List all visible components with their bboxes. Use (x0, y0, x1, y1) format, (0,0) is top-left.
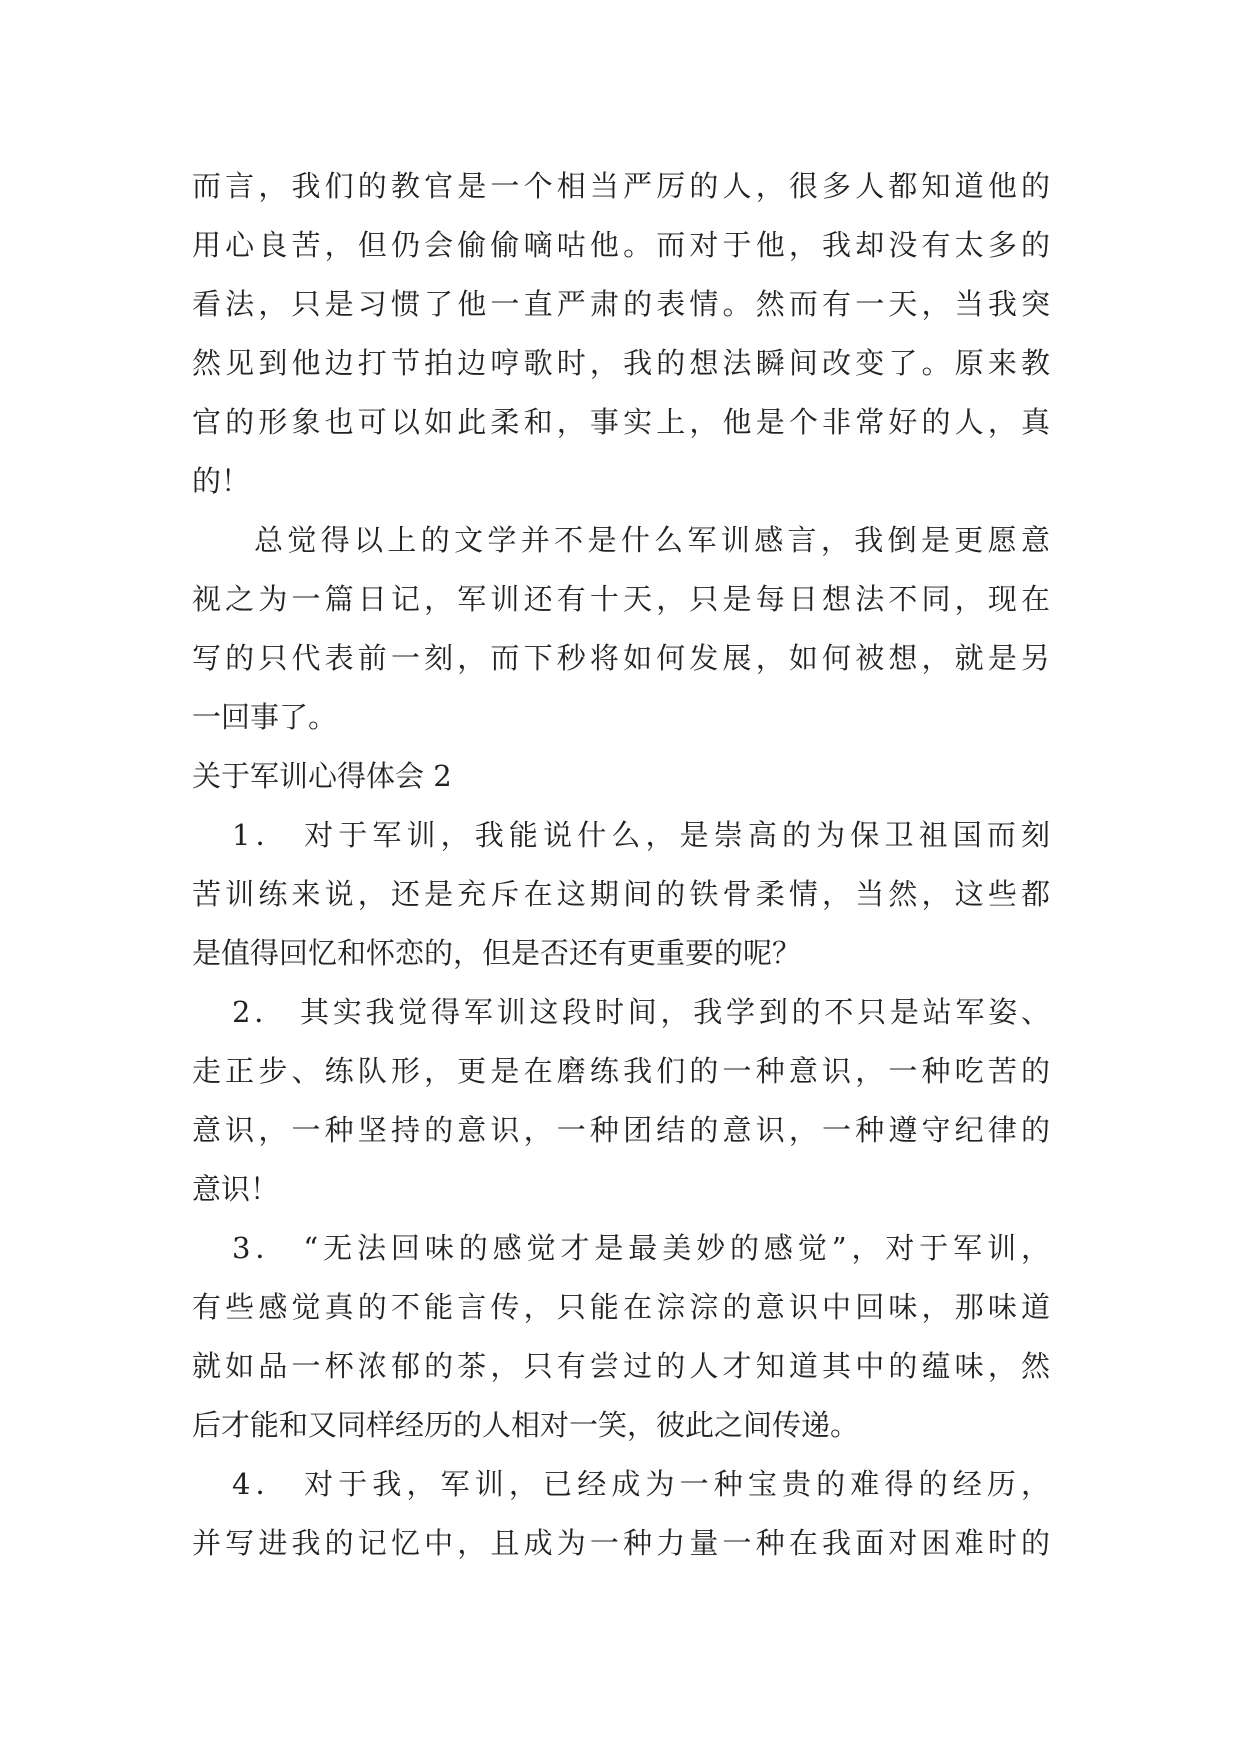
numbered-paragraph (192, 1455, 1050, 1573)
paragraph-line: 苦训练来说，还是充斥在这期间的铁骨柔情，当然，这些都 (192, 877, 1050, 911)
paragraph-line: 4． 对于我，军训，已经成为一种宝贵的难得的经历， (232, 1467, 1050, 1501)
paragraph-line: 一回事了。 (192, 700, 338, 734)
document-body (192, 157, 1050, 1573)
paragraph-line: 用心良苦，但仍会偷偷嘀咕他。而对于他，我却没有太多的 (192, 228, 1050, 262)
paragraph-line: 官的形象也可以如此柔和，事实上，他是个非常好的人，真 (192, 405, 1050, 439)
paragraph-line: 后才能和又同样经历的人相对一笑，彼此之间传递。 (192, 1408, 860, 1442)
paragraph-line: 然见到他边打节拍边哼歌时，我的想法瞬间改变了。原来教 (192, 346, 1050, 380)
paragraph-line: 走正步、练队形，更是在磨练我们的一种意识，一种吃苦的 (192, 1054, 1050, 1088)
paragraph-line: 2． 其实我觉得军训这段时间，我学到的不只是站军姿、 (232, 995, 1050, 1029)
paragraph-line: 看法，只是习惯了他一直严肃的表情。然而有一天，当我突 (192, 287, 1050, 321)
paragraph-line: 写的只代表前一刻，而下秒将如何发展，如何被想，就是另 (192, 641, 1050, 675)
paragraph-line: 有些感觉真的不能言传，只能在淙淙的意识中回味，那味道 (192, 1290, 1050, 1324)
paragraph-line: 而言，我们的教官是一个相当严厉的人，很多人都知道他的 (192, 169, 1050, 203)
paragraph (192, 157, 1050, 511)
section-title: 关于军训心得体会 2 (192, 759, 452, 793)
paragraph-line: 是值得回忆和怀恋的，但是否还有更重要的呢？ (192, 936, 802, 970)
paragraph-line: 总觉得以上的文学并不是什么军训感言，我倒是更愿意 (254, 523, 1050, 557)
numbered-paragraph (192, 1219, 1050, 1455)
paragraph-line: 意识！ (192, 1172, 280, 1206)
paragraph-line: 视之为一篇日记，军训还有十天，只是每日想法不同，现在 (192, 582, 1050, 616)
paragraph-line: 3． “无法回味的感觉才是最美妙的感觉”，对于军训， (232, 1231, 1050, 1265)
paragraph-line: 并写进我的记忆中，且成为一种力量一种在我面对困难时的 (192, 1526, 1050, 1560)
paragraph-line: 1． 对于军训，我能说什么，是崇高的为保卫祖国而刻 (232, 818, 1050, 852)
paragraph (192, 511, 1050, 747)
numbered-paragraph (192, 983, 1050, 1219)
numbered-paragraph (192, 806, 1050, 983)
paragraph-line: 就如品一杯浓郁的茶，只有尝过的人才知道其中的蕴味，然 (192, 1349, 1050, 1383)
paragraph-line: 的！ (192, 464, 251, 498)
paragraph-line: 意识，一种坚持的意识，一种团结的意识，一种遵守纪律的 (192, 1113, 1050, 1147)
